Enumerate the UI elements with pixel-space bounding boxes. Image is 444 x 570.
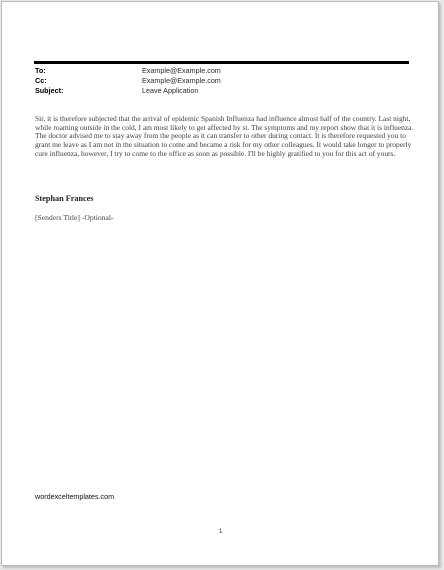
sender-name: Stephan Frances — [35, 194, 94, 203]
to-label: To: — [35, 66, 46, 75]
subject-value: Leave Application — [142, 86, 199, 96]
cc-label: Cc: — [35, 76, 47, 86]
letter-body: Sir, it is therefore subjected that the arrival of epidemic Spanish Influenza had influence almost half of the country. Last night, while roaming outside in the cold, I am most likely to get affected by st. The symptoms and my report show that it is influenza. The doctor advised me to stay away from the people as it can transfer to other during contact. It is therefore requested you to grant me leave as I am not in the situation to come and became a risk for my other colleagues. It would take longer to properly cure influenza, however, I try to come to the office as soon as possible. I'll be highly gratified to you for this act of yours. — [35, 114, 414, 158]
subject-label: Subject: — [35, 86, 64, 96]
cc-row — [35, 76, 409, 86]
sender-title: [Senders Title] -Optional- — [35, 213, 114, 222]
memo-header — [35, 66, 409, 97]
header-divider — [34, 61, 409, 64]
cc-value: Example@Example.com — [142, 76, 221, 86]
page-number: 1 — [219, 529, 223, 535]
to-value: Example@Example.com — [142, 66, 221, 75]
subject-row — [35, 86, 409, 96]
document-page — [1, 1, 439, 566]
footer-website: wordexceltemplates.com — [35, 492, 115, 501]
to-row — [35, 66, 409, 76]
